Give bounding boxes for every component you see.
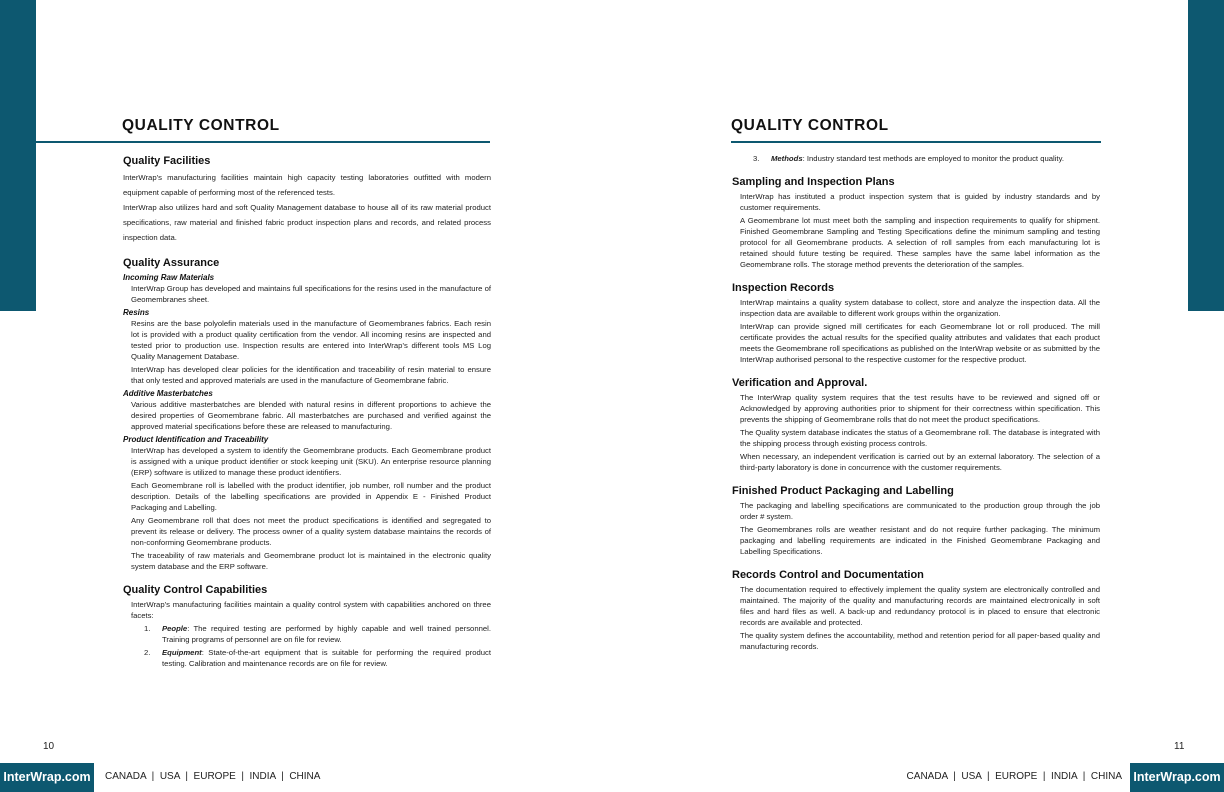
subsection-title-incoming-raw-materials: Incoming Raw Materials: [123, 273, 215, 282]
section-title-quality-assurance: Quality Assurance: [123, 257, 220, 269]
list-number: 2.: [144, 648, 151, 657]
paragraph: The InterWrap quality system requires that the test results have to be reviewed and signed off or Acknowledged by approving authorities prior to shipment for their correctness within specification. This prevents the shipping of Geomembrane rolls that do not meet the product specifications.: [740, 393, 1100, 424]
brand-link[interactable]: InterWrap.com: [0, 763, 94, 792]
paragraph: The packaging and labelling specifications are communicated to the production group through the job order # system.: [740, 501, 1100, 521]
paragraph: InterWrap can provide signed mill certificates for each Geomembrane lot or roll produced. The mill certificate provides the actual results for the specified quality attributes and validates that each product meets the Geomembrane roll specifications as published on the InterWrap website or as submitted by the InterWrap authorised personal to the respective customer for the respective product.: [740, 322, 1100, 364]
subsection-title-resins: Resins: [123, 308, 150, 317]
page-number: 11: [1174, 741, 1185, 752]
list-text: : The required testing are performed by highly capable and well trained personnel. Training programs of personnel are on file for review.: [162, 624, 491, 644]
paragraph: The quality system defines the accountability, method and retention period for all paper-based quality and manufacturing records.: [740, 631, 1100, 651]
paragraph: InterWrap has instituted a product inspection system that is guided by industry standards and by customer requirements.: [740, 192, 1100, 212]
section-title-quality-facilities: Quality Facilities: [123, 155, 211, 167]
list-number: 1.: [144, 624, 151, 633]
list-text: : State-of-the-art equipment that is suitable for performing the required product testing. Calibration and maintenance records are on file for review.: [162, 648, 491, 668]
list-item: [123, 647, 491, 669]
paragraph: The documentation required to effectively implement the quality system are electronically controlled and maintained. The majority of the quality and manufacturing records are maintained electronically in soft files and hard files as well. A back-up and redundancy protocol is in placed to ensure that electronic records are available and protected.: [740, 585, 1100, 627]
subsection-title-additive-masterbatches: Additive Masterbatches: [123, 389, 213, 398]
list-text: : Industry standard test methods are employed to monitor the product quality.: [802, 154, 1064, 163]
paragraph: When necessary, an independent verification is carried out by an external laboratory. The selection of a third-party laboratory is done in concurrence with the customer requirements.: [740, 452, 1100, 472]
left-page-content: [123, 154, 491, 669]
footer-locations: CANADA | USA | EUROPE | INDIA | CHINA: [105, 771, 321, 782]
paragraph: Each Geomembrane roll is labelled with the product identifier, job number, roll number and the product description. Details of the labelling specifications are provided in Appendix E - Finished Product Packaging and Labelling.: [131, 481, 491, 512]
paragraph: InterWrap’s manufacturing facilities maintain high capacity testing laboratories outfitted with modern equipment capable of performing most of the referenced tests.: [123, 173, 491, 197]
list-item: [732, 153, 1100, 164]
paragraph: Any Geomembrane roll that does not meet the product specifications is identified and segregated to prevent its release or delivery. The process owner of a quality system database maintains the records of non-conforming Geomembrane products.: [131, 516, 491, 547]
paragraph: InterWrap’s manufacturing facilities maintain a quality control system with capabilities anchored on three facets:: [131, 600, 491, 620]
paragraph: InterWrap has developed a system to identify the Geomembrane products. Each Geomembrane product is assigned with a unique product identifier or stock keeping unit (SKU). An enterprise resource planning (ERP) software is utilized to manage these product identifiers.: [131, 446, 491, 477]
paragraph: InterWrap has developed clear policies for the identification and traceability of resin material to ensure that only tested and approved materials are used in the manufacture of Geomembrane fabric.: [131, 365, 491, 385]
section-title-sampling-inspection: Sampling and Inspection Plans: [732, 176, 895, 188]
paragraph: The Geomembranes rolls are weather resistant and do not require further packaging. The minimum packaging and labelling requirements are indicated in the Finished Geomembrane Packaging and Labelling Specifications.: [740, 525, 1100, 556]
page-title: QUALITY CONTROL: [731, 117, 889, 134]
section-title-inspection-records: Inspection Records: [732, 282, 835, 294]
title-rule: [731, 141, 1101, 143]
paragraph: The traceability of raw materials and Geomembrane product lot is maintained in the electronic quality system database and the ERP software.: [131, 551, 491, 571]
list-item: [123, 623, 491, 645]
right-page-content: [732, 153, 1100, 652]
right-page: [612, 0, 1224, 792]
paragraph: Various additive masterbatches are blended with natural resins in different proportions to achieve the desired properties of Geomembrane fabric. All masterbatches are purchased and verified against the approved material specifications before these are released to manufacturing.: [131, 400, 491, 431]
section-title-quality-control-capabilities: Quality Control Capabilities: [123, 584, 268, 596]
paragraph: InterWrap Group has developed and maintains full specifications for the resins used in the manufacture of Geomembranes sheet.: [131, 284, 491, 304]
page-number: 10: [43, 741, 55, 752]
paragraph: Resins are the base polyolefin materials used in the manufacture of Geomembranes fabrics. Each resin lot is provided with a product quality certification from the vendor. All incoming resins are inspected and tested prior to production use. Inspection results are entered into InterWrap’s different tools MS Log Quality Management Database.: [131, 319, 491, 361]
paragraph: InterWrap also utilizes hard and soft Quality Management database to house all of its raw material product specifications, raw material and finished fabric product inspection plans and records, and related process inspection data.: [123, 203, 491, 242]
section-title-verification: Verification and Approval.: [732, 377, 868, 389]
list-term: People: [162, 624, 188, 633]
brand-link[interactable]: InterWrap.com: [1130, 763, 1224, 792]
section-title-packaging-labelling: Finished Product Packaging and Labelling: [732, 485, 954, 497]
paragraph: InterWrap maintains a quality system database to collect, store and analyze the inspection data. All the inspection data are available to different work groups within the organization.: [740, 298, 1100, 318]
list-term: Methods: [771, 154, 803, 163]
list-number: 3.: [753, 154, 760, 163]
paragraph: The Quality system database indicates the status of a Geomembrane roll. The database is integrated with the shipping process through existing process controls.: [740, 428, 1100, 448]
subsection-title-product-identification: Product Identification and Traceability: [123, 435, 269, 444]
paragraph: A Geomembrane lot must meet both the sampling and inspection requirements to qualify for shipment. Finished Geomembrane Sampling and Testing Specifications define the minimum sampling and testing protocol for all Geomembrane products. A selection of roll samples from each manufacturing lot is retained should future testing be required. These samples have the same label information as the Geomembrane rolls. The storage method prevents the deterioration of the samples.: [740, 216, 1100, 269]
title-rule: [36, 141, 490, 143]
section-title-records-documentation: Records Control and Documentation: [732, 569, 924, 581]
page-title: QUALITY CONTROL: [122, 117, 280, 134]
list-term: Equipment: [162, 648, 202, 657]
footer-locations: CANADA | USA | EUROPE | INDIA | CHINA: [906, 771, 1122, 782]
